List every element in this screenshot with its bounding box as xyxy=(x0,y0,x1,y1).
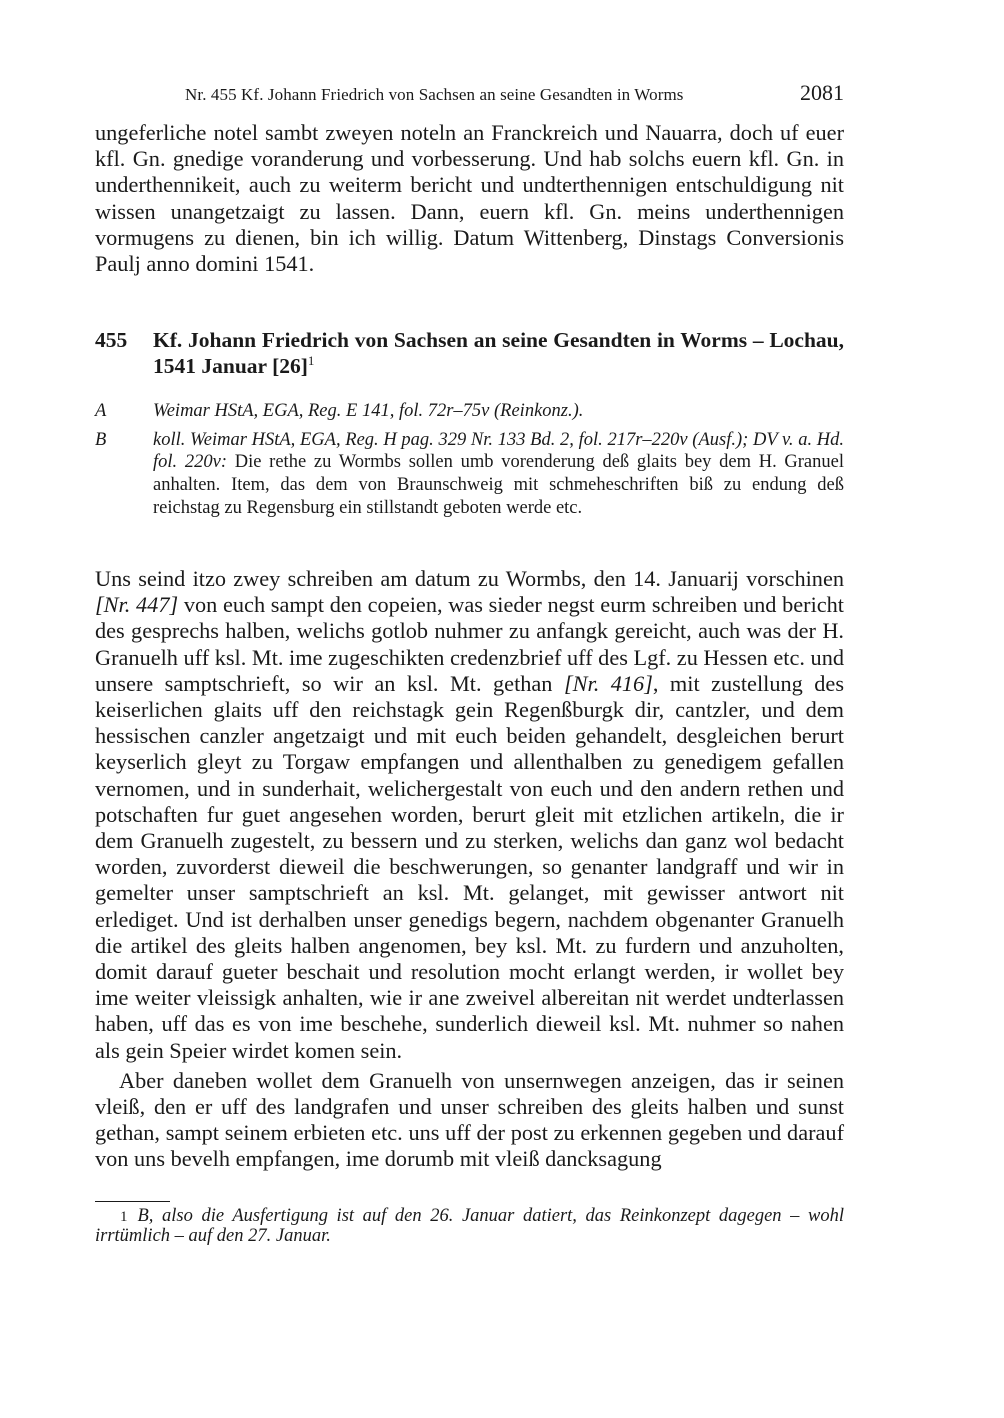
source-siglum: A xyxy=(95,401,107,421)
source-description xyxy=(153,429,844,520)
running-head xyxy=(95,80,844,110)
source-entry-a xyxy=(95,400,844,423)
document-cross-reference[interactable]: [Nr. 416] xyxy=(563,670,653,696)
document-title: Kf. Johann Friedrich von Sachsen an seine Gesandten in Worms – Lochau, 1541 Januar [26] xyxy=(153,328,844,378)
document-number: 455 xyxy=(95,328,128,352)
previous-paragraph: ungeferliche notel sambt zweyen noteln an Franckreich und Nauarra, doch uf euer kfl. Gn. gnedige voranderung und vorbesserung. Und hab solchs euern kfl. Gn. in underthennikeit, auch zu weiterm bericht und undterthennigen entschuldigung nit wissen unangetzaigt zu lassen. Dann, euern kfl. Gn. meins underthennigen vormugens zu dienen, bin ich willig. Datum Wittenberg, Dinstags Conversionis Paulj anno domini 1541. xyxy=(95,120,844,277)
source-description xyxy=(153,400,844,423)
text-segment: Uns seind itzo zwey schreiben am datum zu Wormbs, den 14. Januarij vorschinen xyxy=(95,566,844,591)
main-text xyxy=(95,566,844,1173)
main-paragraph-1 xyxy=(95,566,844,1064)
footnote-marker: 1 xyxy=(120,1209,128,1225)
text-segment: von euch sampt den copeien, was sieder negst eurm schreiben und bericht des gesprechs halben, welichs gotlob nuhmer zu anfangk gereicht, auch was der H. Granuelh uff ksl. Mt. ime zugeschikten credenzbrief uff des Lgf. zu Hessen etc. und unsere samptschrieft, so wir an ksl. Mt. gethan xyxy=(95,592,844,696)
main-paragraph-2: Aber daneben wollet dem Granuelh von unsernwegen anzeigen, das ir seinen vleiß, den er uff des landgrafen und unser schreiben des gleits halben und sunst gethan, sampt seinem erbieten etc. uns uff der post zu erkennen gegeben und darauf von uns bevelh empfangen, ime dorumb mit vleiß dancksagung xyxy=(95,1067,844,1172)
footnote-text: B, also die Ausfertigung ist auf den 26. Januar datiert, das Reinkonzept dagegen – wohl irrtümlich – auf den 27. Januar. xyxy=(95,1206,844,1246)
footnote-rule xyxy=(95,1201,170,1202)
document-heading xyxy=(95,327,844,379)
source-archive-reference: koll. Weimar HStA, EGA, Reg. H pag. 329 Nr. 133 Bd. 2, fol. 217r–220v (Ausf.); xyxy=(153,429,754,450)
document-cross-reference[interactable]: [Nr. 447] xyxy=(95,592,179,618)
page-number: 2081 xyxy=(800,80,844,105)
dorsal-note-label: DV v. a. Hd. fol. 220v: xyxy=(153,429,844,473)
source-entry-b xyxy=(95,429,844,520)
text-segment: , mit zustellung des keiserlichen glaits uff den reichstagk gein Regenßburgk dir, cantzler, und dem hessischen canzler angetzaigt und mit euch beiden gehandelt, desgleichen berurt keyserlich gleyt zu Torgaw empfangen und allenthalben zu genedigem gefallen vernomen, und in sunderhait, welichergestalt von euch und den andern rethen und potschaften fur guet angesehen worden, berurt gleit mit etzlichen artikeln, die ir dem Granuelh zugestelt, zu bessern und zu sterken, welichs dan ganz wol bedacht worden, zuvorderst dieweil die beschwerungen, so genanter landgraff und wir in gemelter unser samptschrieft an ksl. Mt. gelanget, mit gewisser antwort nit erlediget. Und ist derhalben unser genedigs begern, nachdem obgenanter Granuelh die artikel des gleits halben angenomen, bey ksl. Mt. zu furdern und anzuholten, domit darauf gueter beschait und resolution mocht erlangt werden, ir wollet bey ime weiter vleissigk anhalten, wie ir ane zweivel albereitan nit werdet undterlassen haben, uff das es von ime beschehe, sunderlich dieweil ksl. Mt. nuhmer so nahen als gein Speier wirdet komen sein. xyxy=(95,670,844,1063)
footnote-reference[interactable]: 1 xyxy=(307,352,315,368)
source-apparatus xyxy=(95,400,844,526)
source-archive-reference: Weimar HStA, EGA, Reg. E 141, fol. 72r–75v (Reinkonz.). xyxy=(153,401,584,421)
footnote xyxy=(95,1207,844,1246)
dorsal-note-text: Die rethe zu Wormbs sollen umb vorenderung deß glaits bey dem H. Granuel anhalten. Item, das dem von Braunschweig mit schmeheschriften biß zu endung deß reichstag zu Regensburg ein stillstandt geboten werde etc. xyxy=(153,452,844,518)
document-title-block xyxy=(153,327,844,379)
running-head-title: Nr. 455 Kf. Johann Friedrich von Sachsen an seine Gesandten in Worms xyxy=(185,85,684,104)
source-siglum: B xyxy=(95,429,107,450)
